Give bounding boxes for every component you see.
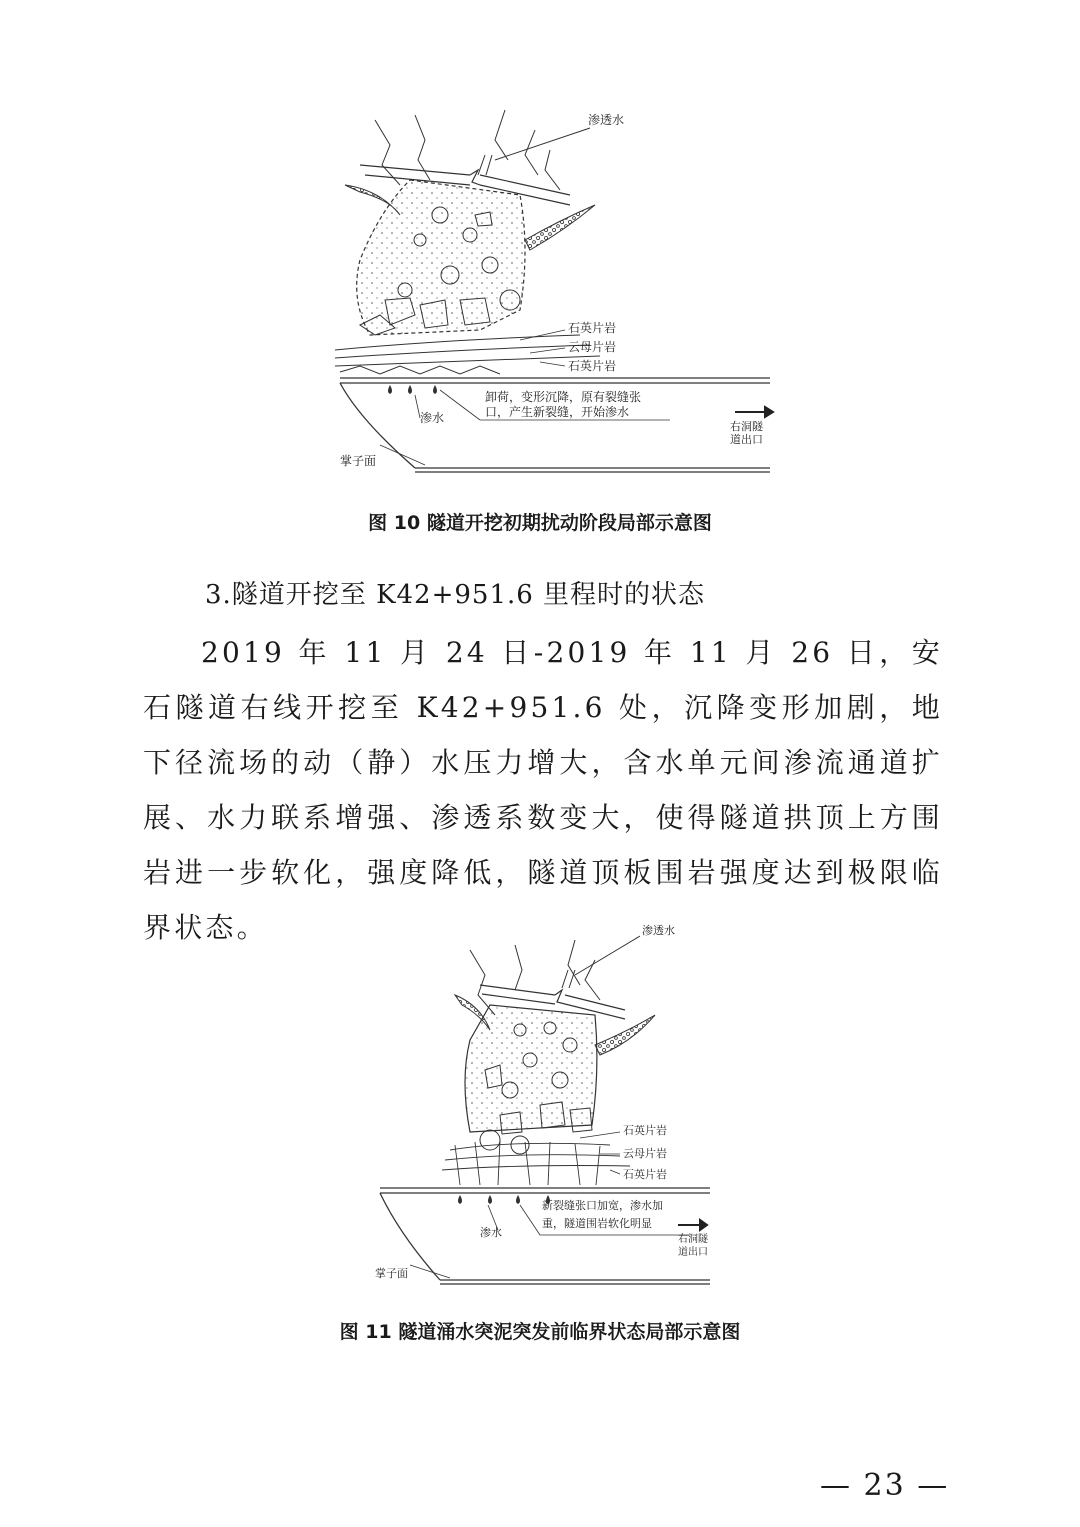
note-line-1: 卸荷，变形沉降，原有裂缝张 [485,390,642,404]
section-heading: 3.隧道开挖至 K42+951.6 里程时的状态 [205,580,706,610]
label-quartz-schist-top: 石英片岩 [623,1124,667,1137]
label-mica-schist: 云母片岩 [623,1147,667,1160]
schist-layers [335,335,600,374]
page-number: — 23 — [820,1468,950,1503]
disturbed-zone [357,180,525,335]
label-exit-line-1: 右洞隧 [678,1234,708,1245]
label-tunnel-face: 掌子面 [375,1267,408,1280]
figure-10-caption: 图 10 隧道开挖初期扰动阶段局部示意图 [368,512,712,534]
note-line-2: 重，隧道围岩软化明显 [542,1217,652,1230]
note-leaders [410,1205,690,1278]
collapse-zone [465,1005,597,1132]
figure-11-diagram [370,920,720,1295]
label-exit-line-1: 右洞隧 [730,420,763,433]
label-exit-line-2: 道出口 [730,433,763,446]
rock-vein-right [525,205,595,250]
figure-10-diagram [320,100,790,480]
note-line-2: 口，产生新裂缝，开始渗水 [485,405,630,419]
label-exit-line-2: 道出口 [678,1247,708,1258]
water-drops [458,1195,550,1204]
figure-10 [320,100,790,480]
label-tunnel-face: 掌子面 [340,454,377,468]
section-paragraph: 2019 年 11 月 24 日-2019 年 11 月 26 日，安石隧道右线开挖至 K42+951.6 处，沉降变形加剧，地下径流场的动（静）水压力增大，含水单元间渗流通道扩展、水力联系增强、渗透系数变大，使得隧道拱顶上方围岩进一步软化，强度降低，隧道顶板围岩强度达到极限临界状态。 [143,636,943,944]
fracture-network [442,1140,630,1185]
label-seepage-water: 渗透水 [642,924,675,937]
label-mica-schist: 云母片岩 [568,340,617,354]
label-quartz-schist-top: 石英片岩 [568,321,617,335]
label-seepage-water: 渗透水 [588,113,625,127]
note-line-1: 新裂缝张口加宽，渗水加 [542,1199,663,1212]
exit-arrow-icon [735,407,773,417]
figure-11-caption: 图 11 隧道涌水突泥突发前临界状态局部示意图 [339,1321,741,1343]
label-seep: 渗水 [420,411,445,425]
label-leaders [580,1132,620,1174]
label-quartz-schist-bottom: 石英片岩 [568,359,617,373]
water-drops [388,385,437,394]
label-quartz-schist-bottom: 石英片岩 [623,1168,667,1181]
label-seep: 渗水 [480,1226,502,1239]
figure-11 [370,920,720,1295]
exit-arrow-icon [678,1220,707,1230]
rock-vein-right [595,1015,655,1055]
surface-cracks [470,940,600,1015]
